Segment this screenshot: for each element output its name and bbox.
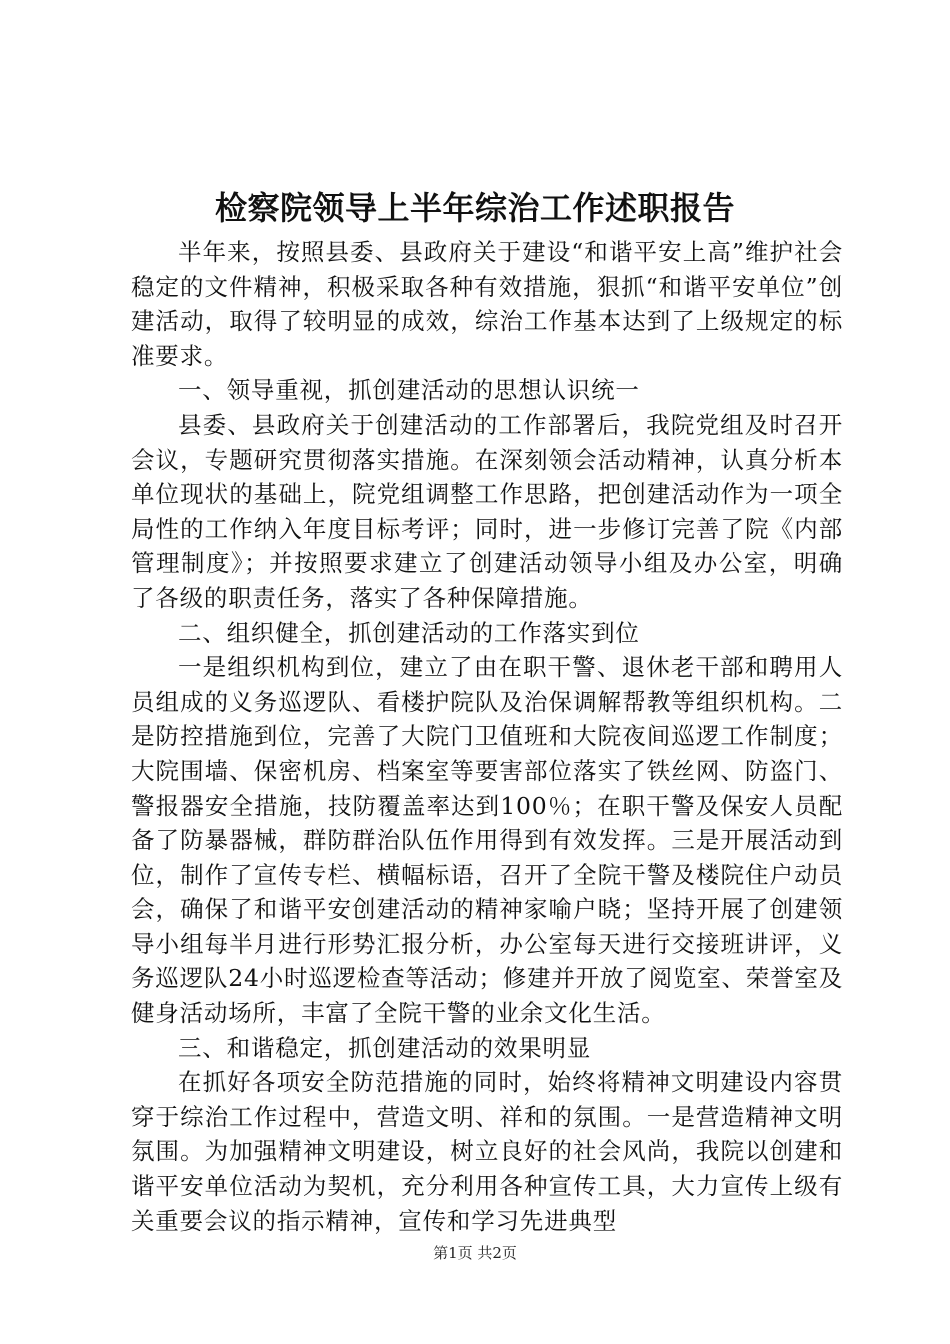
section-1-paragraph: 县委、县政府关于创建活动的工作部署后，我院党组及时召开会议，专题研究贯彻落实措施。在深刻领会活动精神，认真分析本单位现状的基础上，院党组调整工作思路，把创建活动作为一项全局性的工作纳入年度目标考评；同时，进一步修订完善了院《内部管理制度》；并按照要求建立了创建活动领导小组及办公室，明确了各级的职责任务，落实了各种保障措施。: [131, 410, 843, 612]
section-heading-3: 三、和谐稳定，抓创建活动的效果明显: [178, 1033, 592, 1062]
document-title: 检察院领导上半年综治工作述职报告: [214, 189, 735, 227]
document-body: [131, 235, 843, 1238]
section-2-paragraph: 一是组织机构到位，建立了由在职干警、退休老干部和聘用人员组成的义务巡逻队、看楼护院队及治保调解帮教等组织机构。二是防控措施到位，完善了大院门卫值班和大院夜间巡逻工作制度；大院围墙、保密机房、档案室等要害部位落实了铁丝网、防盗门、警报器安全措施，技防覆盖率达到100％；在职干警及保安人员配备了防暴器械，群防群治队伍作用得到有效发挥。三是开展活动到位，制作了宣传专栏、横幅标语，召开了全院干警及楼院住户动员会，确保了和谐平安创建活动的精神家喻户晓；坚持开展了创建领导小组每半月进行形势汇报分析，办公室每天进行交接班讲评，义务巡逻队24小时巡逻检查等活动；修建并开放了阅览室、荣誉室及健身活动场所，丰富了全院干警的业余文化生活。: [131, 653, 843, 1028]
section-heading-1: 一、领导重视，抓创建活动的思想认识统一: [178, 376, 640, 405]
intro-paragraph: 半年来，按照县委、县政府关于建设“和谐平安上高”维护社会稳定的文件精神，积极采取各种有效措施，狠抓“和谐平安单位”创建活动，取得了较明显的成效，综治工作基本达到了上级规定的标准要求。: [131, 238, 843, 370]
section-3-paragraph: 在抓好各项安全防范措施的同时，始终将精神文明建设内容贯穿于综治工作过程中，营造文明、祥和的氛围。一是营造精神文明氛围。为加强精神文明建设，树立良好的社会风尚，我院以创建和谐平安单位活动为契机，充分利用各种宣传工具，大力宣传上级有关重要会议的指示精神，宣传和学习先进典型: [131, 1068, 843, 1235]
page-footer: 第1页 共2页: [433, 1244, 517, 1262]
section-heading-2: 二、组织健全，抓创建活动的工作落实到位: [178, 618, 640, 647]
